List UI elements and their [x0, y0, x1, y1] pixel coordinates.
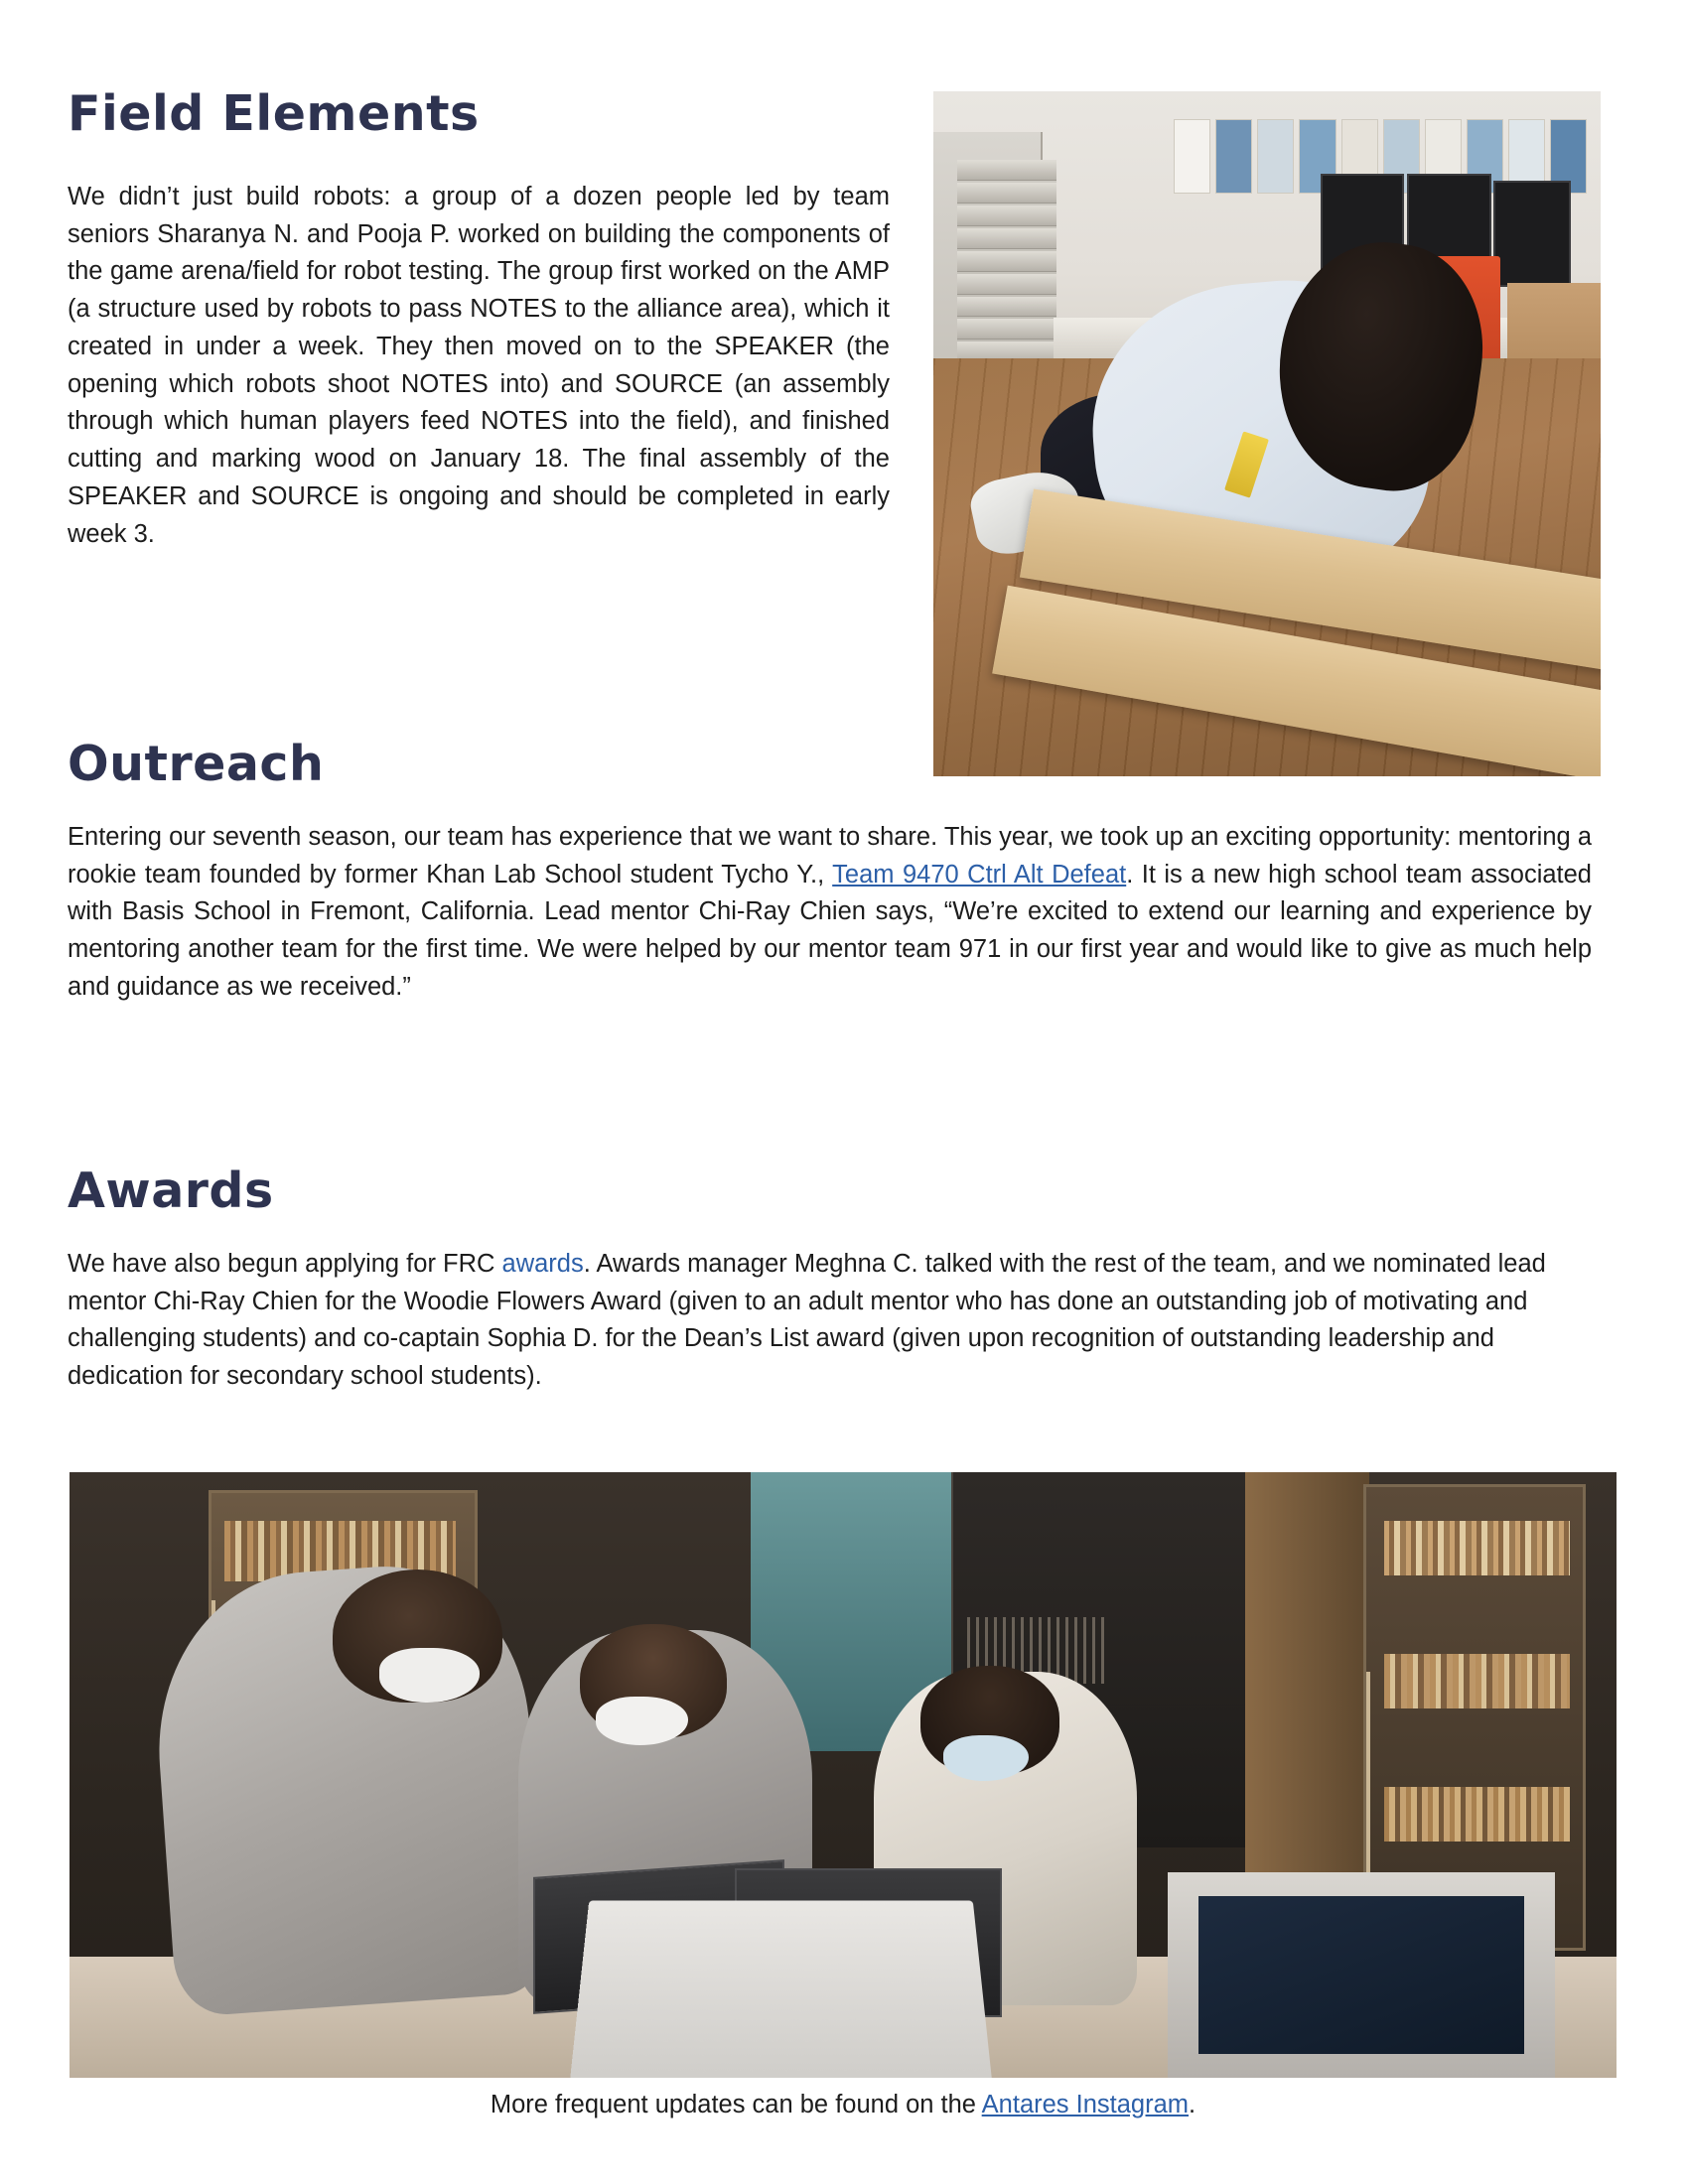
- section-heading-field-elements: Field Elements: [68, 85, 480, 142]
- caption-text-after-link: .: [1189, 2091, 1196, 2118]
- photo-students-laptops: [70, 1472, 1617, 2078]
- awards-text-before-link: We have also begun applying for FRC: [68, 1250, 502, 1278]
- paragraph-field-elements: We didn’t just build robots: a group of a dozen people led by team seniors Sharanya N. and Pooja P. worked on building the components of the game arena/field for robot testing. The group first worked on the AMP (a structure used by robots to pass NOTES to the alliance area), which it created in under a week. They then moved on to the SPEAKER (the opening which robots shoot NOTES into) and SOURCE (an assembly through which human players feed NOTES into the field), and finished cutting and marking wood on January 18. The final assembly of the SPEAKER and SOURCE is ongoing and should be completed in early week 3.: [68, 183, 890, 548]
- paragraph-outreach: [68, 819, 1592, 1007]
- caption-text-before-link: More frequent updates can be found on the: [490, 2091, 982, 2118]
- photo-books: [1384, 1521, 1570, 1575]
- outreach-text-after-link: . It is a new high school team associated with Basis School in Fremont, California. Lead mentor Chi-Ray Chien says, “We’re excited to extend our learning and experience by mentoring another team for the first time. We were helped by our mentor team 971 in our first year and would like to give as much help and guidance as we received.”: [68, 860, 1592, 1001]
- photo-monitor: [1493, 181, 1571, 288]
- link-antares-instagram[interactable]: Antares Instagram: [981, 2091, 1190, 2118]
- photo-books: [1384, 1787, 1570, 1842]
- photo-laptop-foreground: [570, 1901, 992, 2078]
- link-team-9470[interactable]: Team 9470 Ctrl Alt Defeat: [832, 860, 1127, 888]
- paragraph-awards: [68, 1246, 1592, 1396]
- photo-caption: [70, 2088, 1617, 2123]
- outreach-text-before-link: Entering our seventh season, our team has experience that we want to share. This year, we took up an exciting opportunity: mentoring a rookie team founded by former Khan Lab School student Tycho Y.,: [68, 823, 1592, 888]
- section-heading-outreach: Outreach: [68, 736, 325, 792]
- photo-face-mask: [379, 1648, 480, 1703]
- photo-face-mask: [596, 1697, 688, 1745]
- awards-text-after-link: . Awards manager Meghna C. talked with the rest of the team, and we nominated lead mentor Chi-Ray Chien for the Woodie Flowers Award (given to an adult mentor who has done an outstanding job of motivating and challenging students) and co-captain Sophia D. for the Dean’s List award (given upon recognition of outstanding leadership and dedication for secondary school students).: [68, 1250, 1546, 1391]
- link-awards[interactable]: awards: [501, 1250, 584, 1278]
- photo-books: [1384, 1654, 1570, 1708]
- section-heading-awards: Awards: [68, 1162, 274, 1219]
- photo-field-elements: [933, 91, 1601, 776]
- photo-laptop-screen: [1198, 1896, 1523, 2054]
